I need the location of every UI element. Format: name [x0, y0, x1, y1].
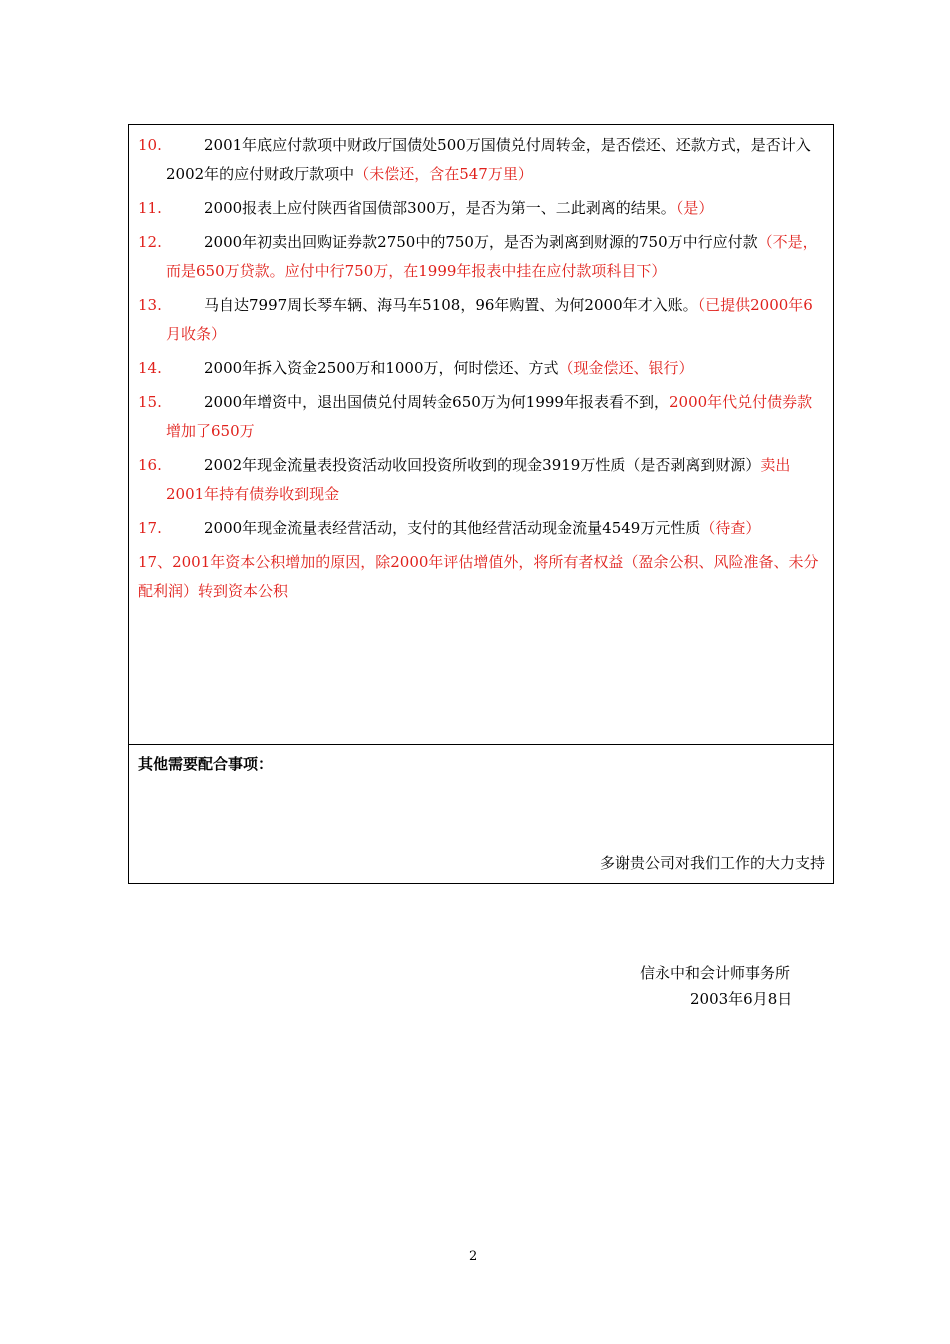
question-item	[138, 228, 826, 286]
answer-text: （是）	[675, 199, 714, 217]
page-number: 2	[469, 1249, 478, 1264]
answer-text: （待查）	[700, 519, 761, 537]
question-text: 2000报表上应付陕西省国债部300万，是否为第一、二此剥离的结果。	[204, 199, 676, 217]
question-number: 16.	[138, 456, 162, 474]
question-number: 12.	[138, 233, 162, 251]
other-matters-cell	[129, 745, 833, 883]
answer-text: 卖出2001年持有债券收到现金	[166, 456, 791, 503]
thanks-text: 多谢贵公司对我们工作的大力支持	[599, 854, 825, 872]
question-item	[138, 354, 826, 383]
answer-text: （现金偿还、银行）	[558, 359, 694, 377]
question-text: 2000年初卖出回购证券款2750中的750万，是否为剥离到财源的750万中行应付款	[204, 233, 758, 251]
question-number: 10.	[138, 136, 162, 154]
question-text: 2002年现金流量表投资活动收回投资所收到的现金3919万性质（是否剥离到财源）	[204, 456, 761, 474]
question-text: 2001年底应付款项中财政厅国债处500万国债兑付周转金，是否偿还、还款方式，是否计入2002年的应付财政厅款项中	[166, 136, 811, 183]
question-item	[138, 291, 826, 349]
answer-text: （不是，而是650万贷款。应付中行750万，在1999年报表中挂在应付款项科目下）	[166, 233, 818, 280]
question-number: 13.	[138, 296, 162, 314]
document-table	[128, 124, 834, 884]
question-number: 11.	[138, 199, 162, 217]
question-list	[138, 131, 826, 606]
firm-name: 信永中和会计师事务所	[640, 964, 791, 982]
question-number: 17.	[138, 519, 162, 537]
signature-date: 2003年6月8日	[690, 990, 793, 1008]
question-number: 15.	[138, 393, 162, 411]
capital-reserve-note: 17、2001年资本公积增加的原因，除2000年评估增值外，将所有者权益（盈余公积、风险准备、未分配利润）转到资本公积	[138, 553, 819, 600]
question-item	[138, 514, 826, 543]
other-matters-title: 其他需要配合事项：	[138, 755, 274, 773]
question-text: 2000年现金流量表经营活动，支付的其他经营活动现金流量4549万元性质	[204, 519, 701, 537]
question-text: 马自达7997周长琴车辆、海马车5108，96年购置、为何2000年才入账。	[204, 296, 698, 314]
question-item	[138, 194, 826, 223]
answer-text: （未偿还，含在547万里）	[354, 165, 533, 183]
question-item	[138, 131, 826, 189]
question-item	[138, 451, 826, 509]
question-number: 14.	[138, 359, 162, 377]
question-item	[138, 388, 826, 446]
question-text: 2000年增资中，退出国债兑付周转金650万为何1999年报表看不到，	[204, 393, 669, 411]
question-text: 2000年拆入资金2500万和1000万，何时偿还、方式	[204, 359, 559, 377]
answer-text: 2000年代兑付债券款增加了650万	[166, 393, 813, 440]
answer-text: （已提供2000年6月收条）	[166, 296, 813, 343]
questions-cell	[129, 125, 833, 745]
